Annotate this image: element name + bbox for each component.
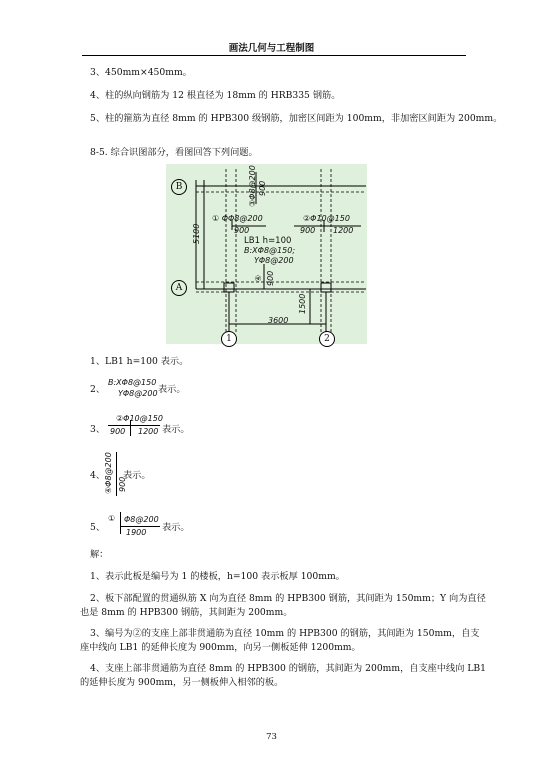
question-4-num: 4、 xyxy=(90,470,106,481)
top-rebar-length: 900 xyxy=(258,180,267,196)
answer-1: 1、表示此板是编号为 1 的楼板，h=100 表示板厚 100mm。 xyxy=(90,571,345,582)
question-3-left: 900 xyxy=(110,427,126,436)
question-1: 1、LB1 h=100 表示。 xyxy=(90,356,189,367)
slab-name: LB1 h=100 xyxy=(244,236,292,246)
question-3-tick xyxy=(130,420,131,436)
top-rebar: ③Φ8@200 xyxy=(248,165,257,207)
page-number: 73 xyxy=(266,732,277,742)
question-4-tail: 表示。 xyxy=(123,470,151,481)
question-title: 8-5. 综合识图部分，看图回答下列问题。 xyxy=(90,147,258,158)
question-4-length: 900 xyxy=(118,476,127,492)
question-5-length: 1900 xyxy=(126,528,147,537)
answer-label: 解： xyxy=(90,549,109,560)
question-4-rebar: ④Φ8@200 xyxy=(104,452,113,494)
question-4-rule xyxy=(116,452,117,496)
answer-2-line-2: 也是 8mm 的 HPB300 钢筋，其间距为 200mm。 xyxy=(80,607,293,618)
slab-x-rebar: B:XΦ8@150; xyxy=(244,246,296,255)
slab-y-rebar: YΦ8@200 xyxy=(254,256,294,265)
question-3-tail: 表示。 xyxy=(162,424,190,435)
dim-3600: 3600 xyxy=(268,316,289,325)
answer-3-line-2: 座中线向 LB1 的延伸长度为 900mm，向另一侧板延伸 1200mm。 xyxy=(80,642,361,653)
dim-5100: 5100 xyxy=(192,223,201,244)
question-3-rebar: ②Φ10@150 xyxy=(116,414,163,423)
answer-3-line-1: 3、编号为②的支座上部非贯通筋为直径 10mm 的 HPB300 的钢筋，其间距为 150mm，自支 xyxy=(90,628,480,639)
question-3-rule xyxy=(108,425,160,426)
dim-1500: 1500 xyxy=(298,293,307,314)
question-2-num: 2、 xyxy=(90,384,106,395)
bottom-rebar-num: ④ xyxy=(254,274,263,282)
question-3-num: 3、 xyxy=(90,424,106,435)
question-2-y: YΦ8@200 xyxy=(118,389,158,398)
intro-item-4: 4、柱的纵向钢筋为 12 根直径为 18mm 的 HRB335 钢筋。 xyxy=(90,90,341,101)
question-5-tail: 表示。 xyxy=(162,522,190,533)
page-header-title: 画法几何与工程制图 xyxy=(228,43,315,54)
question-5-hrule xyxy=(120,526,160,527)
mid-rebar: ②Φ10@150 xyxy=(303,214,350,223)
intro-item-5: 5、柱的箍筋为直径 8mm 的 HPB300 级钢筋，加密区间距为 100mm，非加密区间距为 200mm。 xyxy=(90,113,503,124)
question-3-right: 1200 xyxy=(138,427,159,436)
question-5-rule xyxy=(120,512,121,534)
axis-1-bubble: 1 xyxy=(221,331,237,347)
answer-2-line-1: 2、板下部配置的贯通纵筋 X 向为直径 8mm 的 HPB300 钢筋，其间距为 150mm；Y 向为直径 xyxy=(90,593,486,604)
bottom-rebar-length: 900 xyxy=(266,270,275,286)
question-5-circle: ① xyxy=(108,514,116,523)
left-rebar: ① ΦΦ8@200 xyxy=(212,214,263,223)
left-rebar-length: 900 xyxy=(234,226,250,235)
question-5-num: 5、 xyxy=(90,522,106,533)
axis-b-bubble: B xyxy=(171,179,187,195)
mid-rebar-left: 900 xyxy=(300,226,316,235)
question-2-x: B:XΦ8@150 xyxy=(108,378,157,387)
mid-rebar-right: 1200 xyxy=(333,226,354,235)
answer-4-line-2: 的延伸长度为 900mm，另一侧板伸入相邻的板。 xyxy=(80,677,284,688)
intro-item-3: 3、450mm×450mm。 xyxy=(90,67,192,78)
question-2-tail: 表示。 xyxy=(158,384,186,395)
header-rule xyxy=(82,55,466,56)
answer-4-line-1: 4、支座上部非贯通筋为直径 8mm 的 HPB300 的钢筋，其间距为 200mm，自支座中线向 LB1 xyxy=(90,663,487,674)
question-5-rebar: Φ8@200 xyxy=(124,515,159,524)
axis-2-bubble: 2 xyxy=(319,331,335,347)
axis-a-bubble: A xyxy=(171,280,187,296)
